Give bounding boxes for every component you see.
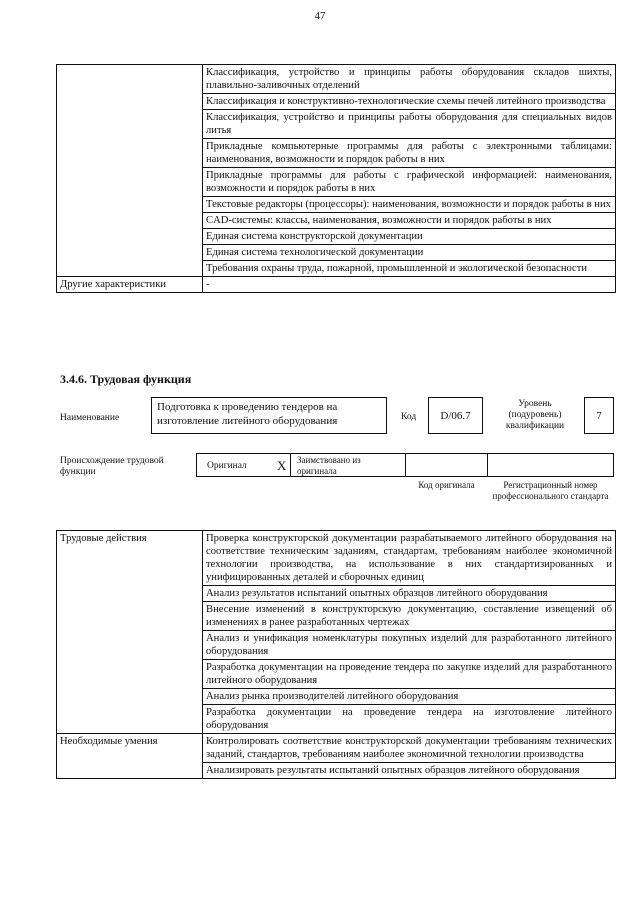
table-row: Прикладные компьютерные программы для работы с электронными таблицами: наименования, возможности и порядок работы в них (203, 139, 616, 168)
original-mark: X (277, 458, 287, 473)
table-row: Требования охраны труда, пожарной, промышленной и экологической безопасности (203, 261, 616, 277)
table-row: Анализ рынка производителей литейного оборудования (203, 689, 616, 705)
table-row: Проверка конструкторской документации разрабатываемого литейного оборудования на соответствие техническим заданиям, стандартам, требованиям наиболее экономичной технологии производства, на использование в них стандартизированных и унифицированных деталей и сборочных единиц (203, 531, 616, 586)
function-name: Подготовка к проведению тендеров на изготовление литейного оборудования (151, 397, 387, 434)
table-row: Контролировать соответствие конструкторской документации требованиям технических заданий, стандартов, требованиям наиболее экономичной технологии производства (203, 734, 616, 763)
table-row: Классификация, устройство и принципы работы оборудования складов шихты, плавильно-заливочных отделений (203, 65, 616, 94)
table-row: CAD-системы: классы, наименования, возможности и порядок работы в них (203, 213, 616, 229)
labor-function-table (56, 530, 616, 779)
table-row: Текстовые редакторы (процессоры): наименования, возможности и порядок работы в них (203, 197, 616, 213)
other-characteristics-value: - (203, 277, 616, 293)
table-row: Классификация и конструктивно-технологические схемы печей литейного производства (203, 94, 616, 110)
table-row: Разработка документации на проведение тендера на изготовление литейного оборудования (203, 705, 616, 734)
knowledge-table (56, 64, 616, 293)
table-row: Прикладные программы для работы с графической информацией: наименования, возможности и порядок работы в них (203, 168, 616, 197)
code-label: Код (401, 412, 417, 422)
origin-box (196, 453, 406, 477)
table-row: Анализ и унификация номенклатуры покупных изделий для разработанного литейного оборудования (203, 631, 616, 660)
level-label: Уровень (подуровень) квалификации (505, 399, 565, 431)
other-characteristics-label: Другие характеристики (57, 277, 203, 293)
table-row: Анализ результатов испытаний опытных образцов литейного оборудования (203, 586, 616, 602)
qualification-level: 7 (584, 397, 614, 434)
origin-label: Происхождение трудовой функции (60, 456, 164, 477)
reg-number-caption: Регистрационный номер профессионального стандарта (492, 480, 609, 501)
skills-label: Необходимые умения (57, 734, 203, 779)
reg-number-box (487, 453, 614, 477)
function-code: D/06.7 (428, 397, 483, 434)
actions-label: Трудовые действия (57, 531, 203, 734)
code-original-caption: Код оригинала (418, 480, 475, 490)
table-row: Единая система конструкторской документации (203, 229, 616, 245)
original-label: Оригинал (207, 461, 247, 471)
page-number: 47 (314, 10, 326, 22)
name-label: Наименование (60, 413, 120, 423)
table-row: Разработка документации на проведение тендера по закупке изделий для разработанного литейного оборудования (203, 660, 616, 689)
table-row: Классификация, устройство и принципы работы оборудования для специальных видов литья (203, 110, 616, 139)
origin-divider (290, 453, 291, 477)
code-original-box (405, 453, 488, 477)
borrowed-label: Заимствовано из оригинала (297, 455, 361, 476)
table-row: Анализировать результаты испытаний опытных образцов литейного оборудования (203, 763, 616, 779)
table-row: Единая система технологической документации (203, 245, 616, 261)
section-title: 3.4.6. Трудовая функция (60, 372, 192, 386)
table-row: Внесение изменений в конструкторскую документацию, составление извещений об изменениях в ранее разработанных чертежах (203, 602, 616, 631)
knowledge-label-cell (57, 65, 203, 277)
